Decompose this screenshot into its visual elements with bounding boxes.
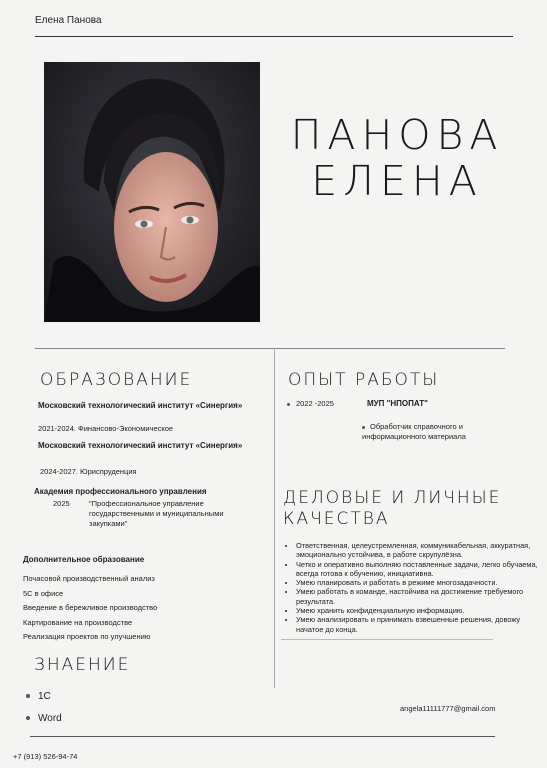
experience-company: МУП "НПОПАТ" bbox=[367, 399, 428, 408]
education-detail-2: 2024-2027. Юриспруденция bbox=[40, 467, 137, 476]
profile-photo bbox=[44, 62, 260, 322]
additional-item: Почасовой производственный анализ bbox=[23, 574, 155, 583]
qualities-heading: ДЕЛОВЫЕ И ЛИЧНЫЕ КАЧЕСТВА bbox=[283, 488, 502, 529]
header-name: Елена Панова bbox=[35, 15, 102, 26]
knowledge-heading: ЗНАЕНИЕ bbox=[34, 655, 131, 675]
bullet-icon bbox=[362, 426, 365, 429]
experience-period: 2022 -2025 bbox=[287, 399, 334, 409]
header-divider bbox=[35, 36, 513, 37]
bullet-icon bbox=[26, 716, 30, 720]
footer-divider bbox=[30, 736, 495, 737]
section-divider bbox=[35, 348, 505, 349]
education-institution-2: Московский технологический институт «Синергия» bbox=[38, 441, 243, 450]
academy-institution: Академия профессионального управления bbox=[34, 487, 207, 496]
name-title bbox=[272, 112, 522, 204]
academy-program: "Профессиональное управление государственными и муниципальными закупками" bbox=[89, 499, 224, 528]
quality-item: • Умею планировать и работать в режиме многозадачности. bbox=[296, 578, 540, 587]
additional-item: Картирование на производстве bbox=[23, 618, 133, 627]
quality-item: • Ответственная, целеустремленная, коммуникабельная, аккуратная, эмоционально устойчива, в работе скрупулёзна. bbox=[296, 541, 540, 560]
phone[interactable]: +7 (913) 526-94-74 bbox=[13, 752, 78, 761]
bullet-icon bbox=[26, 694, 30, 698]
education-institution-1: Московский технологический институт «Синергия» bbox=[38, 401, 243, 410]
additional-item: 5С в офисе bbox=[23, 589, 64, 598]
education-heading: ОБРАЗОВАНИЕ bbox=[40, 370, 193, 390]
quality-item: • Четко и оперативно выполняю поставленные задачи, легко обучаема, всегда готова к обучению, инициативна. bbox=[296, 560, 540, 579]
qualities-list bbox=[284, 541, 540, 634]
academy-year: 2025 bbox=[53, 499, 70, 508]
knowledge-item: Word bbox=[26, 713, 62, 724]
additional-item: Реализация проектов по улучшению bbox=[23, 632, 151, 641]
first-name: ЕЛЕНА bbox=[311, 157, 483, 205]
quality-item: • Умею хранить конфиденциальную информацию. bbox=[296, 606, 540, 615]
experience-duty: Обработчик справочного и информационного материала bbox=[362, 422, 466, 441]
bullet-icon bbox=[287, 403, 290, 406]
surname: ПАНОВА bbox=[290, 111, 504, 159]
qualities-divider bbox=[281, 639, 493, 640]
quality-item: • Умею анализировать и принимать взвешенные решения, довожу начатое до конца. bbox=[296, 615, 540, 634]
knowledge-item: 1С bbox=[26, 691, 51, 702]
column-divider bbox=[274, 348, 275, 688]
email[interactable]: angela11111777@gmail.com bbox=[400, 704, 496, 713]
education-detail-1: 2021-2024. Финансово-Экономическое bbox=[38, 424, 174, 433]
quality-item: • Умею работать в команде, настойчива на достижение требуемого результата. bbox=[296, 587, 540, 606]
additional-item: Введение в бережливое производство bbox=[23, 603, 158, 612]
experience-heading: ОПЫТ РАБОТЫ bbox=[288, 370, 440, 390]
additional-heading: Дополнительное образование bbox=[23, 555, 145, 564]
